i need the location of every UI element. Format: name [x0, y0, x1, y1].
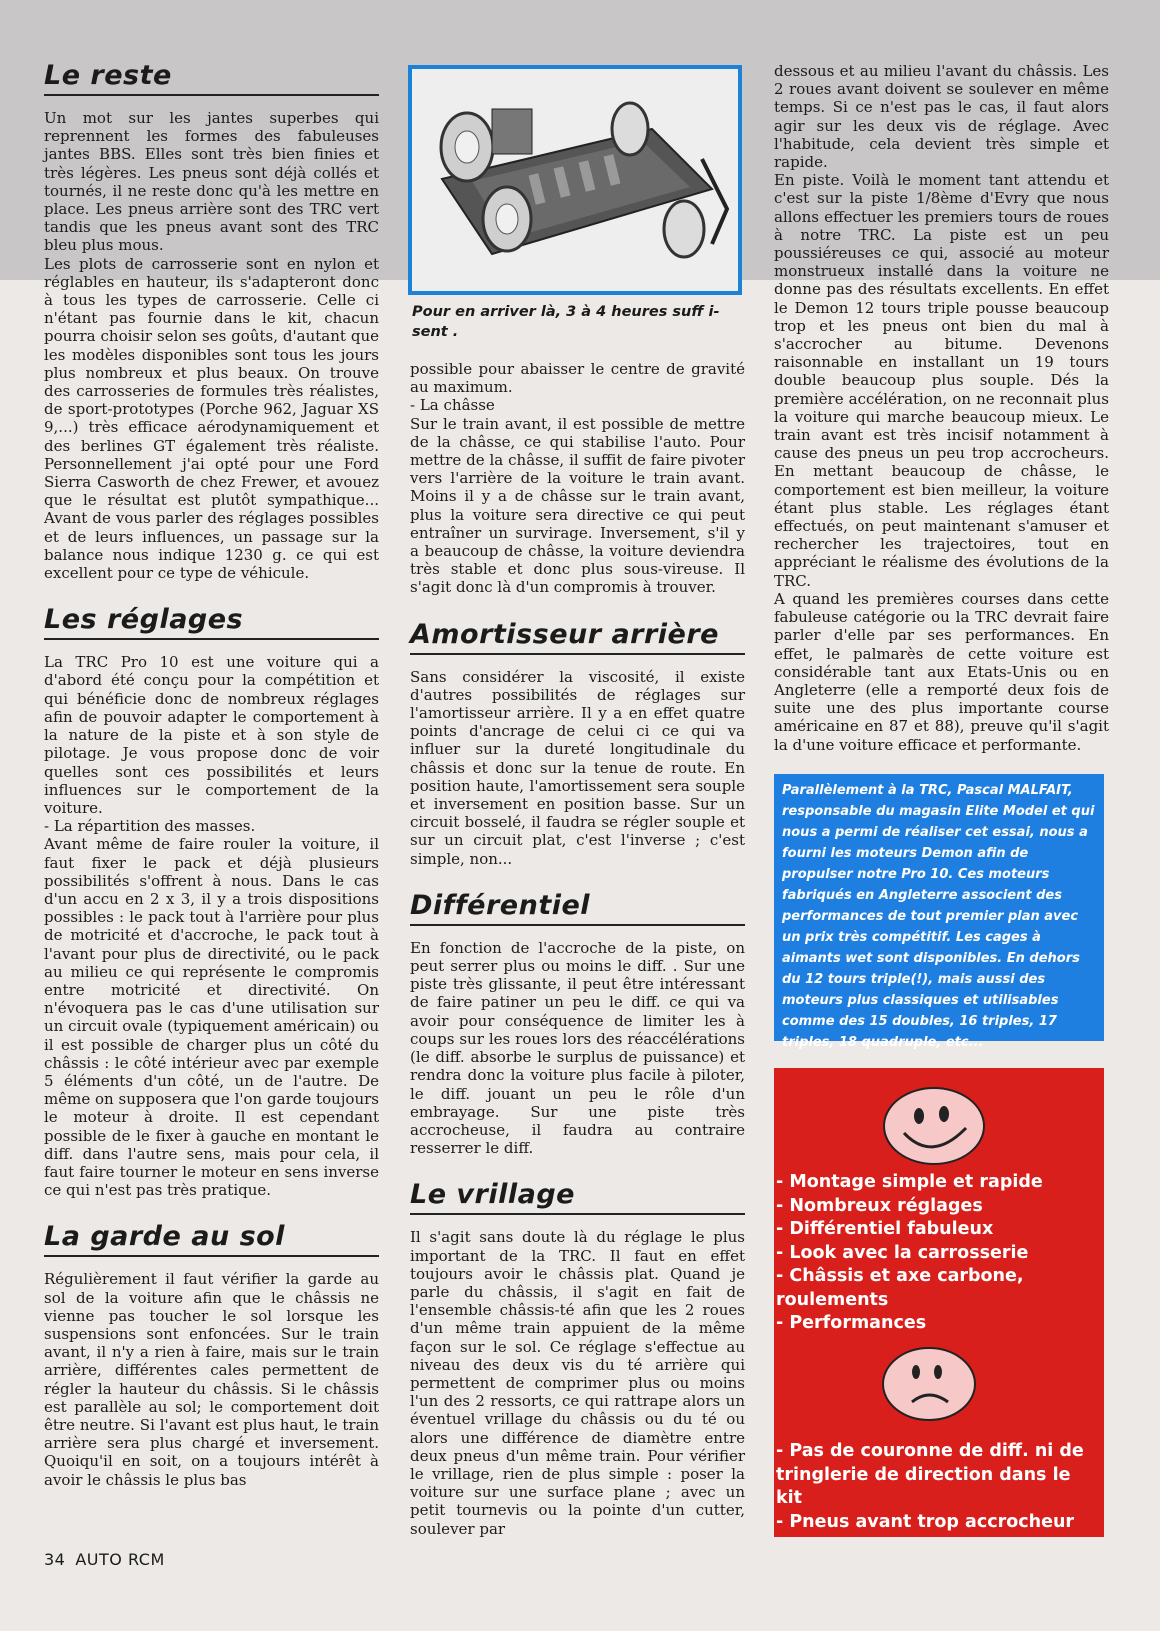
heading-les-reglages: Les réglages: [44, 604, 379, 640]
cons-list: [776, 1440, 1098, 1534]
pros-item: - Différentiel fabuleux: [776, 1219, 994, 1239]
chassis-illustration: [412, 69, 738, 291]
column-2: [410, 360, 745, 1538]
paragraph: - La répartition des masses.: [44, 817, 256, 836]
page-footer: [44, 1550, 165, 1569]
pros-item: - Look avec la carrosserie: [776, 1242, 1029, 1263]
paragraph: En piste. Voilà le moment tant attendu et c'est sur la piste 1/8ème d'Evry que nous allons effectuer les premiers tours de roues à notre TRC. La piste est un peu poussiéreuses ce qui, associé au moteur monstrueux installé dans la voiture ne donne pas des résultats excellents. En effet le Demon 12 tours triple pousse beaucoup trop et les pneus ont bien du mal à s'accrocher au bitume. Devenons raisonnable en installant un 19 tours double beaucoup plus souple. Dés la première accélération, on ne reconnait plus la voiture qui marche beaucoup mieux. Le train avant est très incisif notamment à cause des pneus un peu trop accrocheurs. En mettant beaucoup de châsse, le comportement est bien meilleur, la voiture étant plus stable. Les réglages étant effectués, on peut maintenant s'amuser et rechercher les trajectoires, tout en appréciant le réalisme des évolutions de la TRC.: [774, 171, 1109, 590]
heading-la-garde-au-sol: La garde au sol: [44, 1221, 379, 1257]
paragraph: En fonction de l'accroche de la piste, on peut serrer plus ou moins le diff. . Sur une piste très glissante, il peut être intéressant de faire patiner un peu le diff. ce qui va avoir pour conséquence de limiter les à coups sur les roues lors des réaccélérations (le diff. absorbe le surplus de puissance) et rendra donc la voiture plus facile à piloter, le diff. jouant un peu le rôle d'un embrayage. Sur une piste très accrocheuse, il faudra au contraire resserrer le diff.: [410, 938, 745, 1158]
pros-cons-box: [774, 1068, 1104, 1537]
column-3: [774, 62, 1109, 754]
paragraph: Il s'agit sans doute là du réglage le plus important de la TRC. Il faut en effet toujours avoir le châssis plat. Quand je parle du châssis, il s'agit en fait de l'ensemble châssis-té afin que les 2 roues d'un même train appuient de la même façon sur le sol. Ce réglage s'effectue au niveau des deux vis du té arrière qui permettent de comprimer plus ou moins l'un des 2 ressorts, ce qui rattrape alors un éventuel vrillage du châssis ou du té ou alors une différence de diamètre entre deux pneus d'un même train. Pour vérifier le vrillage, rien de plus simple : poser la voiture sur une surface plane ; avec un petit tournevis ou la pointe d'un cutter, soulever par: [410, 1228, 745, 1538]
page-number: 34: [44, 1550, 66, 1569]
chassis-photo: [408, 65, 742, 295]
sad-face-icon: [874, 1338, 984, 1428]
pros-list: [776, 1171, 1098, 1336]
pros-item: - Performances: [776, 1313, 927, 1333]
heading-le-vrillage: Le vrillage: [410, 1179, 745, 1215]
paragraph: Régulièrement il faut vérifier la garde au sol de la voiture afin que le châssis ne vienne pas toucher le sol lorsque les suspensions sont enfoncées. Sur le train avant, il n'y a rien à faire, mais sur le train arrière, différentes cales permettent de régler la hauteur du châssis. Si le châssis est parallèle au sol; le comportement doit être neutre. Si l'avant est plus haut, le train arrière sera plus chargé et inversement. Quoiqu'il en soit, on a toujours intérêt à avoir le châssis le plus bas: [44, 1270, 379, 1489]
paragraph: Sans considérer la viscosité, il existe d'autres possibilités de réglages sur l'amortisseur arrière. Il y a en effet quatre points d'ancrage de celui ci ce qui va influer sur la dureté longitudinale du châssis et donc sur la tenue de route. En position haute, l'amortissement sera souple et inversement en position basse. Sur un circuit bosselé, il faudra se régler souple et sur un circuit plat, c'est l'inverse ; c'est simple, non...: [410, 667, 745, 868]
paragraph: A quand les premières courses dans cette fabuleuse catégorie ou la TRC devrait faire parler d'elle par ses performances. En effet, le palmarès de cette voiture est considérable tant aux Etats-Unis ou en Angleterre (elle a remporté deux fois de suite une des plus importante course américaine en 87 et 88), preuve qu'il s'agit la d'une voiture efficace et performante.: [774, 589, 1109, 754]
happy-face-icon: [874, 1078, 994, 1168]
paragraph: Avant même de faire rouler la voiture, il faut fixer le pack et déjà plusieurs possibilités s'offrent à nous. Dans le cas d'un accu en 2 x 3, il y a trois dispositions possibles : le pack tout à l'arrière pour plus de motricité et d'accroche, le pack tout à l'avant pour plus de directivité, ou le pack au milieu ce qui représente le compromis entre motricité et directivité. On n'évoquera pas le cas d'une utilisation sur un circuit ovale (typiquement américain) ou il est possible de charger plus un côté du châssis : le côté intérieur avec par exemple 5 éléments d'un côté, un de l'autre. De même on supposera que l'on garde toujours le moteur à droite. Il est cependant possible de le fixer à gauche en montant le diff. dans l'autre sens, mais pour cela, il faut faire tourner le moteur en sens inverse ce qui n'est pas très pratique.: [44, 835, 379, 1200]
heading-le-reste: Le reste: [44, 60, 379, 96]
cons-item: - Pas de couronne de diff. ni de tringlerie de direction dans le kit: [776, 1441, 1084, 1508]
heading-differentiel: Différentiel: [410, 890, 745, 926]
paragraph: La TRC Pro 10 est une voiture qui a d'abord été conçu pour la compétition et qui bénéficie donc de nombreux réglages afin de pouvoir adapter le comportement à la nature de la piste et à son style de pilotage. Je vous propose donc de voir quelles sont ces possibilités et leurs influences sur le comportement de la voiture.: [44, 653, 379, 817]
heading-amortisseur-arriere: Amortisseur arrière: [410, 619, 745, 655]
pros-item: - Nombreux réglages: [776, 1195, 983, 1216]
pros-item: - Châssis et axe carbone, roulements: [776, 1266, 1024, 1310]
paragraph: possible pour abaisser le centre de gravité au maximum.: [410, 360, 745, 397]
paragraph: Les plots de carrosserie sont en nylon et réglables en hauteur, ils s'adapteront donc à tous les types de carrosserie. Celle ci n'étant pas fournie dans le kit, chacun pourra choisir selon ses goûts, d'autant que les modèles disponibles sont tous les jours plus nombreux et plus beaux. On trouve des carrosseries de formules très réalistes, de sport-prototypes (Porche 962, Jaguar XS 9,...) très efficace aérodynamiquement et des berlines GT également très réaliste. Personnellement j'ai opté pour une Ford Sierra Casworth de chez Frewer, et avouez que le résultat est plutôt sympathique... Avant de vous parler des réglages possibles et de leurs influences, un passage sur la balance nous indique 1230 g. ce qui est excellent pour ce type de véhicule.: [44, 254, 379, 583]
paragraph: - La châsse: [410, 396, 495, 415]
paragraph: dessous et au milieu l'avant du châssis. Les 2 roues avant doivent se soulever en même temps. Si ce n'est pas le cas, il faut alors agir sur les deux vis de réglage. Avec l'habitude, cela devient très simple et rapide.: [774, 62, 1109, 172]
paragraph: Un mot sur les jantes superbes qui reprennent les formes des fabuleuses jantes BBS. Elles sont très bien finies et très légères. Les pneus sont déjà collés et tournés, il ne reste donc qu'à les mettre en place. Les pneus arrière sont des TRC vert tandis que les pneus avant sont des TRC bleu plus mous.: [44, 109, 379, 255]
magazine-name: AUTO RCM: [75, 1550, 165, 1569]
pros-item: - Montage simple et rapide: [776, 1172, 1043, 1192]
sidebar-blue-box: Parallèlement à la TRC, Pascal MALFAIT, responsable du magasin Elite Model et qui nous a permi de réaliser cet essai, nous a fourni les moteurs Demon afin de propulser notre Pro 10. Ces moteurs fabriqués en Angleterre associent des performances de tout premier plan avec un prix très compétitif. Les cages à aimants wet sont disponibles. En dehors du 12 tours triple(!), mais aussi des moteurs plus classiques et utilisables comme des 15 doubles, 16 triples, 17 triples, 18 quadruple, etc...: [774, 774, 1104, 1041]
photo-caption: Pour en arriver là, 3 à 4 heures suff i- sent .: [412, 304, 720, 340]
column-1: [44, 60, 379, 1489]
cons-item: - Pneus avant trop accrocheur: [776, 1511, 1075, 1532]
paragraph: Sur le train avant, il est possible de mettre de la châsse, ce qui stabilise l'auto. Pour mettre de la châsse, il suffit de faire pivoter vers l'arrière de la voiture le train avant. Moins il y a de châsse sur le train avant, plus la voiture sera directive ce qui peut entraîner un survirage. Inversement, s'il y a beaucoup de châsse, la voiture deviendra très stable et donc plus sous-vireuse. Il s'agit donc là d'un compromis à trouver.: [410, 414, 745, 597]
